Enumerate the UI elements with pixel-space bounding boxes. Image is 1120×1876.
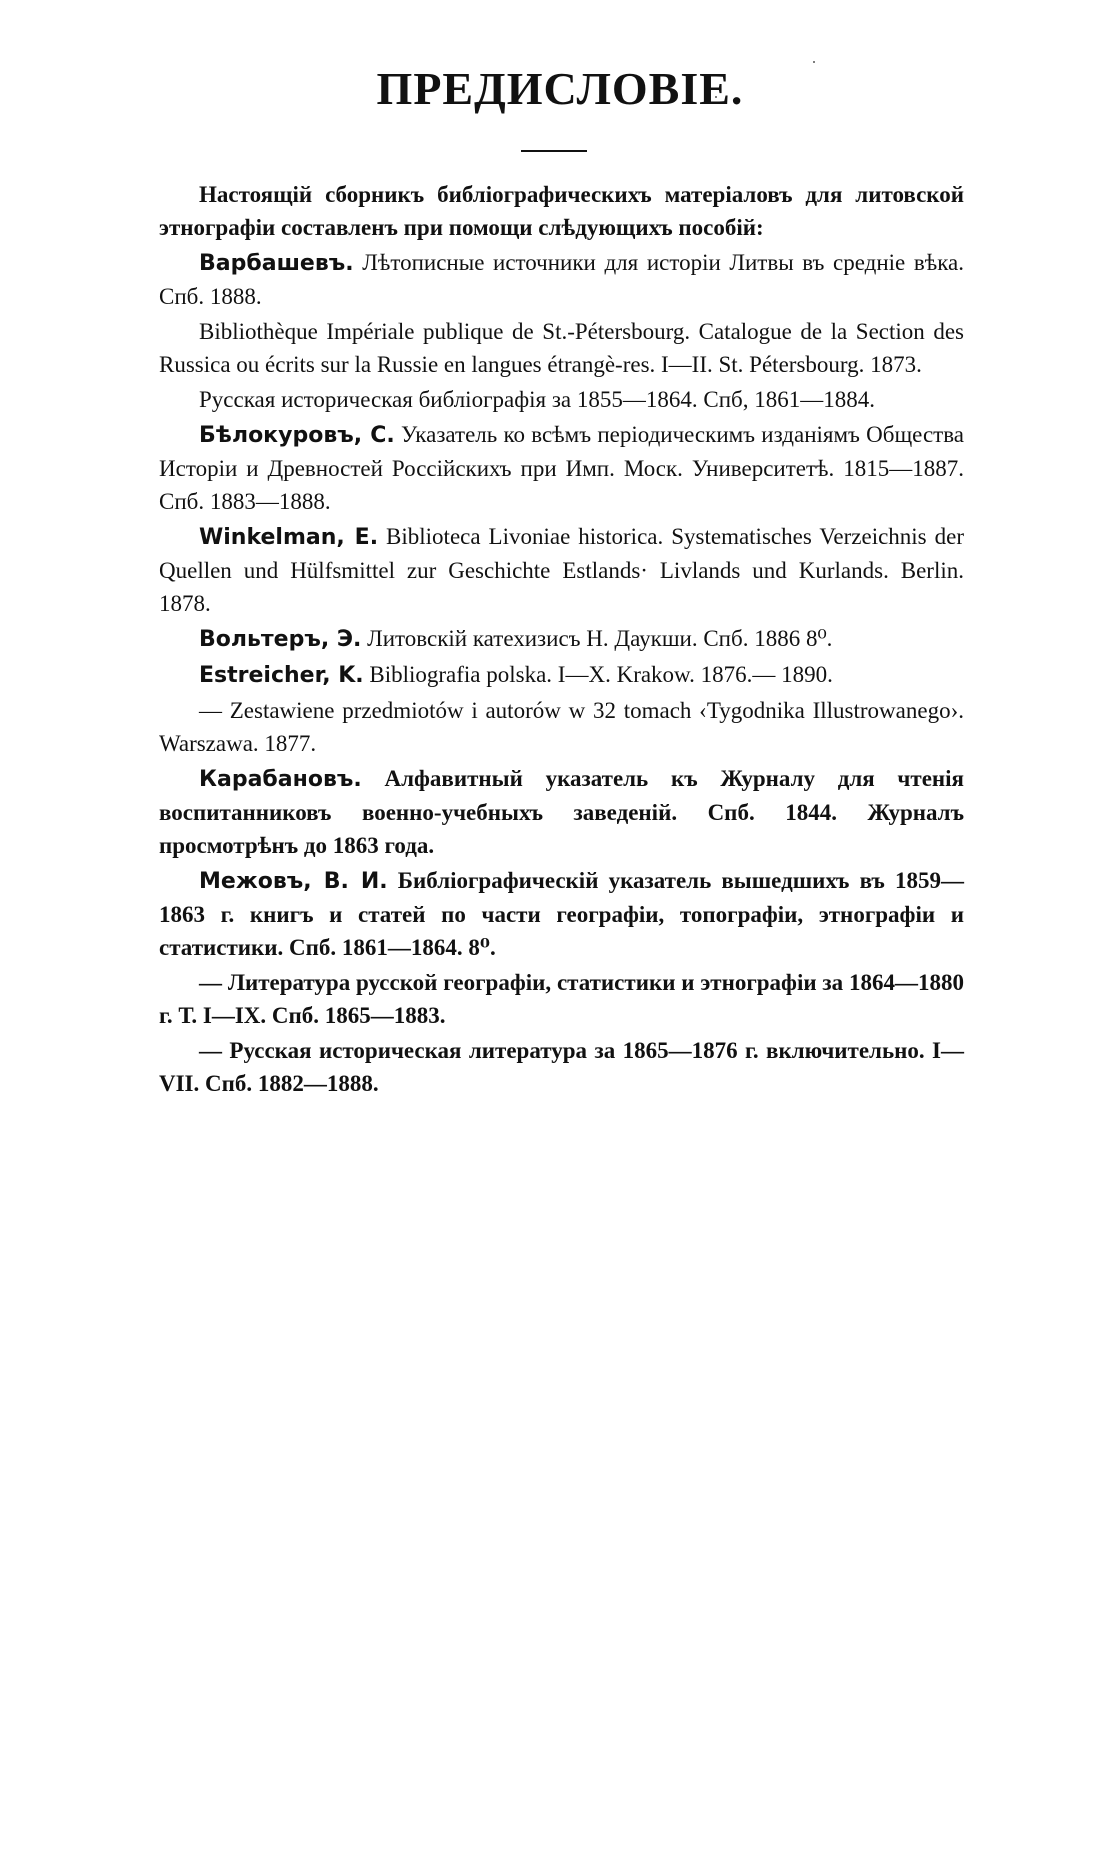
- bibliography-entry: [159, 383, 964, 416]
- entry-text: Алфавитный указатель къ Журналу для чтенія воспитанниковъ военно-учебныхъ заведеній. Спб. 1844. Журналъ просмотрѣнъ до 1863 года.: [159, 766, 964, 858]
- entry-author: Карабановъ.: [199, 767, 362, 792]
- entry-text: — Литература русской географіи, статистики и этнографіи за 1864—1880 г. Т. I—IX. Спб. 1865—1883.: [159, 970, 964, 1028]
- entry-author: Вольтеръ, Э.: [199, 627, 362, 652]
- bibliography-entry: [159, 520, 964, 620]
- page-title: ПРЕДИСЛОВІЕ.: [376, 63, 744, 114]
- entry-author: Межовъ, В. И.: [199, 869, 388, 894]
- bibliography-entry: [159, 315, 964, 381]
- entry-author: Estreicher, K.: [199, 663, 364, 688]
- bibliography-entry: [159, 694, 964, 760]
- entry-text: Bibliografia polska. I—X. Krakow. 1876.— 1890.: [363, 662, 833, 687]
- entry-text: Русская историческая библіографія за 1855—1864. Спб, 1861—1884.: [199, 387, 875, 412]
- entry-text: Biblioteca Livoniae historica. Systematisches Verzeichnis der Quellen und Hülfsmittel zur Geschichte Estlands· Livlands und Kurlands. Berlin. 1878.: [159, 524, 964, 616]
- entry-text: — Zestawiene przedmiotów i autorów w 32 tomach ‹Tygodnika Illustrowanego›. Warszawa. 1877.: [159, 698, 964, 756]
- entry-text: Литовскій катехизисъ Н. Даукши. Спб. 1886 8⁰.: [361, 626, 833, 651]
- entry-text: Лѣтописные источники для исторіи Литвы въ средніе вѣка. Спб. 1888.: [159, 250, 964, 309]
- bibliography-entry: [159, 622, 964, 656]
- title-rule: [521, 150, 587, 152]
- intro-paragraph: [159, 178, 964, 244]
- entry-text: Указатель ко всѣмъ періодическимъ изданіямъ Общества Исторіи и Древностей Россійскихъ при Имп. Моск. Университетѣ. 1815—1887. Спб. 1883—1888.: [159, 422, 964, 514]
- entry-author: Winkelman, E.: [199, 525, 379, 550]
- entry-text: Bibliothèque Impériale publique de St.-Pétersbourg. Catalogue de la Section des Russica ou écrits sur la Russie en langues étrangè-res. I—II. St. Pétersbourg. 1873.: [159, 319, 964, 377]
- entry-text: Библіографическій указатель вышедшихъ въ 1859—1863 г. книгъ и статей по части географіи, топографіи, этнографіи и статистики. Спб. 1861—1864. 8⁰.: [159, 868, 964, 960]
- preface-body: [159, 178, 964, 1102]
- entry-author: Варбашевъ.: [199, 251, 354, 276]
- bibliography-entry: [159, 864, 964, 964]
- bibliography-entry: [159, 1034, 964, 1100]
- intro-text: Настоящій сборникъ библіографическихъ матеріаловъ для литовской этнографіи составленъ при помощи слѣдующихъ пособій:: [159, 182, 964, 240]
- bibliography-entry: [159, 246, 964, 313]
- entry-text: — Русская историческая литература за 1865—1876 г. включительно. I—VII. Спб. 1882—1888.: [159, 1038, 964, 1096]
- bibliography-entry: [159, 418, 964, 518]
- bibliography-entry: [159, 658, 964, 692]
- bibliography-entry: [159, 966, 964, 1032]
- bibliography-entry: [159, 762, 964, 862]
- entry-author: Бѣлокуровъ, С.: [199, 423, 395, 448]
